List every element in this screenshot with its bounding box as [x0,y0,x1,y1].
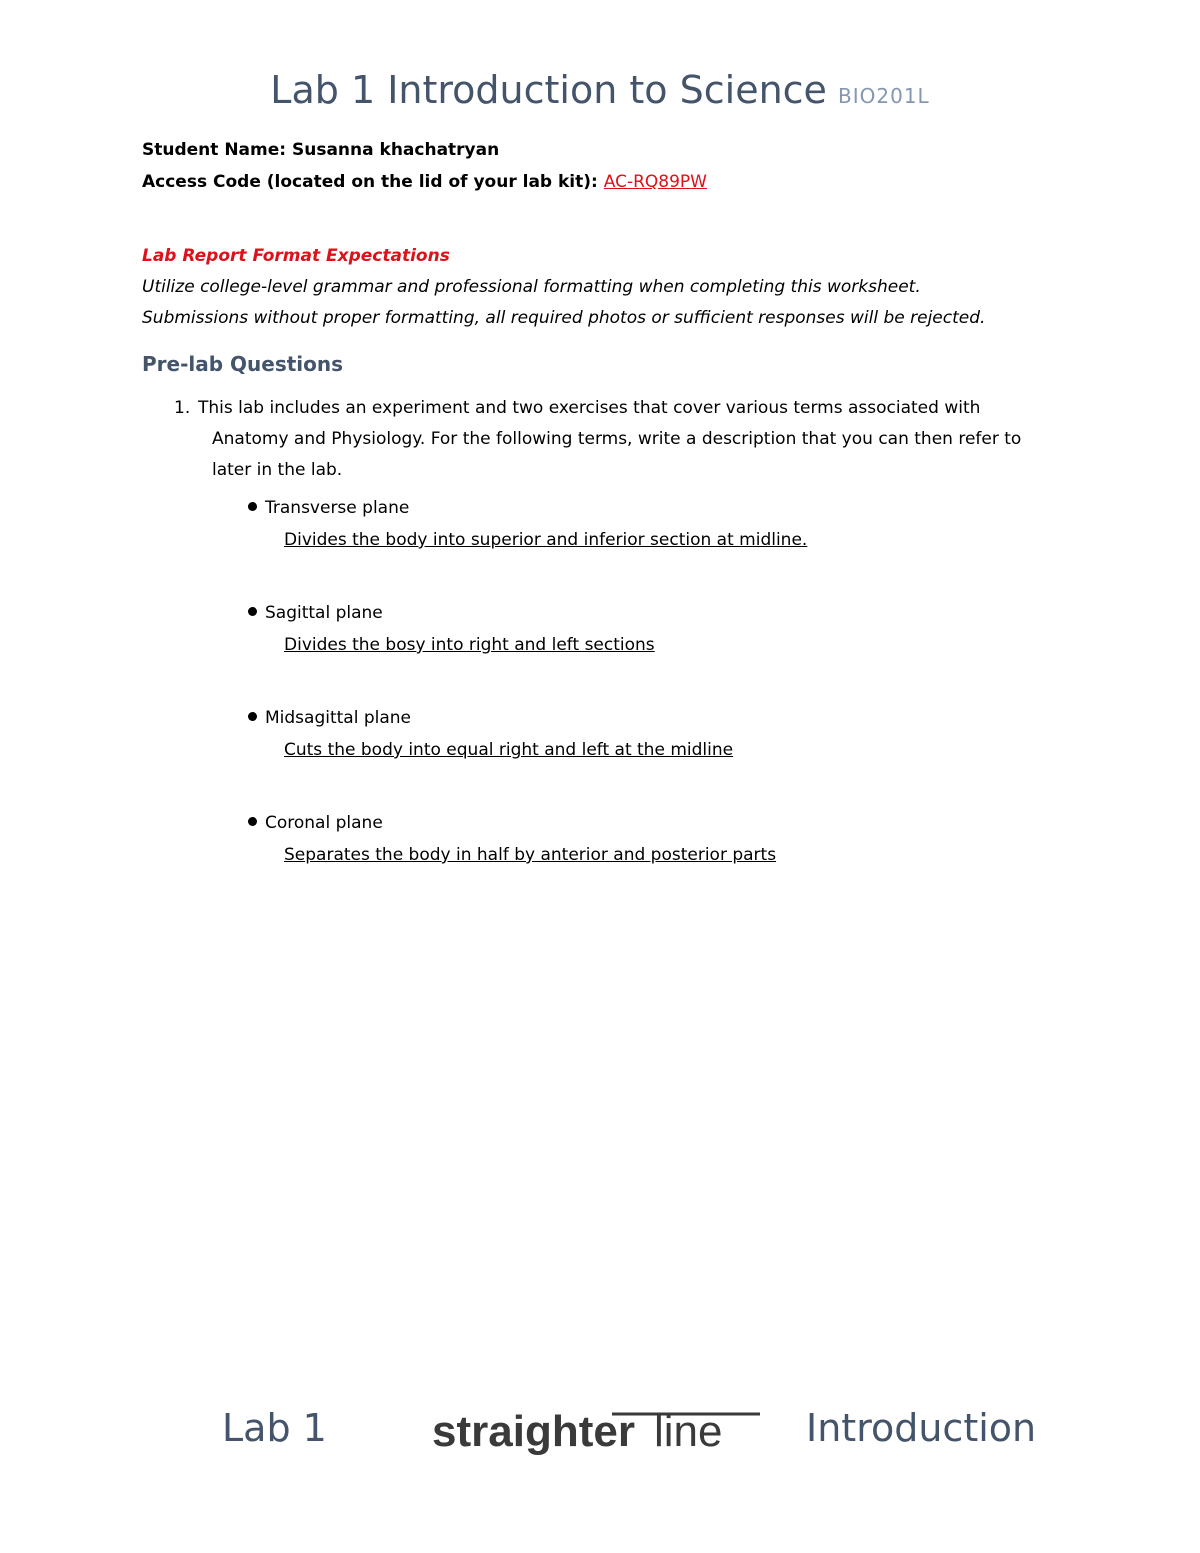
term-label: Coronal plane [265,813,383,833]
question-line-1 [174,393,1054,424]
logo-text-light: line [654,1407,723,1456]
question-line-2: Anatomy and Physiology. For the following terms, write a description that you can then refer to [212,429,1022,449]
student-name-label: Student Name: [142,140,287,160]
term-answer[interactable]: Divides the bosy into right and left sections [284,635,655,655]
access-code-row [142,172,707,192]
bullet-icon [248,712,257,721]
course-code: BIO201L [838,84,930,108]
term-answer[interactable]: Divides the body into superior and inferior section at midline. [284,530,808,550]
question-text-1: This lab includes an experiment and two exercises that cover various terms associated with [198,398,981,418]
term-answer[interactable]: Cuts the body into equal right and left at the midline [284,740,734,760]
footer-introduction-label: Introduction [806,1406,1037,1450]
logo-text-bold: straighter [432,1407,635,1456]
term-label: Midsagittal plane [265,708,412,728]
access-code-value[interactable]: AC-RQ89PW [603,172,707,192]
footer-lab-label: Lab 1 [222,1406,327,1450]
expectations-line-2: Submissions without proper formatting, all required photos or sufficient responses will be rejected. [142,308,986,328]
term-item [248,603,383,623]
expectations-title: Lab Report Format Expectations [142,246,450,266]
bullet-icon [248,607,257,616]
straighterline-logo [432,1404,762,1466]
question-number: 1. [174,398,191,418]
expectations-line-1: Utilize college-level grammar and professional formatting when completing this worksheet. [142,277,921,297]
term-answer[interactable]: Separates the body in half by anterior and posterior parts [284,845,777,865]
term-label: Sagittal plane [265,603,383,623]
term-item [248,498,409,518]
question-1 [174,393,1054,486]
access-code-label: Access Code (located on the lid of your lab kit): [142,172,598,192]
question-line-3: later in the lab. [212,460,343,480]
term-item [248,708,411,728]
title-main: Lab 1 Introduction to Science [270,68,827,112]
bullet-icon [248,502,257,511]
student-name-row [142,140,499,160]
term-label: Transverse plane [265,498,410,518]
prelab-heading: Pre-lab Questions [142,352,344,376]
page-title [0,68,1200,112]
bullet-icon [248,817,257,826]
student-name-value[interactable]: Susanna khachatryan [291,140,500,160]
term-item [248,813,383,833]
